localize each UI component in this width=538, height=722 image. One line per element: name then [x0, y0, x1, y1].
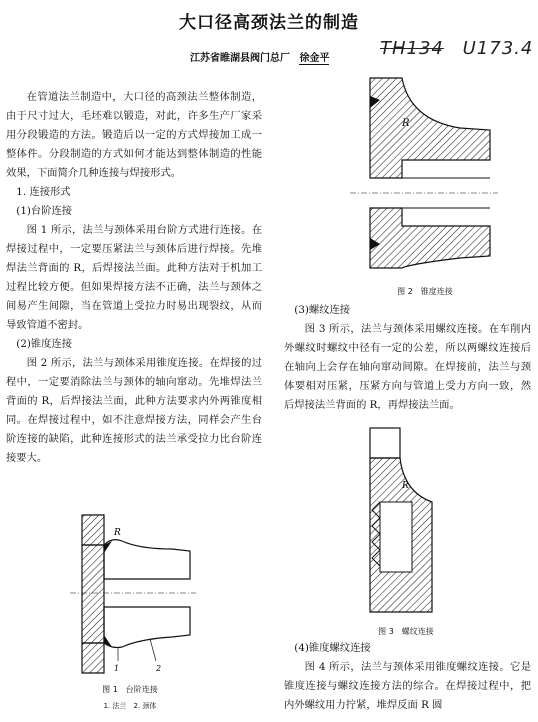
fig1-part-1-label: 1: [114, 664, 120, 673]
paragraph: 图 2 所示，法兰与颈体采用锥度连接。在焊接的过程中，一定要消除法兰与颈体的轴向窜动。先堆焊法兰背面的 R，后焊接法兰面，此种方法要求内外两锥度相同。在焊接过程中，如不注意焊接方法，同样会产生台阶连接的缺陷，此种连接形式的法兰承受拉力比台阶连接要大。: [6, 357, 262, 464]
fig2-r-label: R: [402, 118, 410, 129]
left-column: [6, 88, 262, 468]
right-column-lower: [284, 639, 531, 715]
figure-1-drawing: [60, 497, 200, 677]
fig1-part-2-label: 2: [156, 664, 162, 673]
author-name: 徐金平: [299, 53, 330, 64]
section-heading: (3)螺纹连接: [294, 304, 351, 316]
section-heading: (4)锥度螺纹连接: [294, 642, 371, 654]
figure-1-caption: 图 1 台阶连接: [102, 685, 158, 694]
section-heading: (1)台阶连接: [16, 205, 73, 217]
handwritten-code: U173.4: [462, 38, 534, 59]
figure-3-drawing: [362, 422, 442, 622]
right-column-upper: [284, 301, 531, 415]
handwritten-note: [380, 38, 533, 59]
author-line: [190, 49, 329, 64]
figure-2-drawing: [350, 68, 500, 278]
figure-2-caption: 图 2 锥度连接: [397, 287, 453, 296]
paragraph: 图 4 所示，法兰与颈体采用锥度螺纹连接。它是锥度连接与螺纹连接方法的综合。在焊接过程中，把内外螺纹用力拧紧，堆焊反面 R 圆: [284, 661, 531, 711]
figure-3-caption: 图 3 螺纹连接: [378, 627, 434, 636]
fig3-r-label: R: [402, 481, 409, 491]
paragraph: 图 3 所示，法兰与颈体采用螺纹连接。在车削内外螺纹时螺纹中径有一定的公差，所以两螺纹连接后在轴向上会存在轴向窜动间隙。在焊接前，法兰与颈体要相对压紧，压紧方向与管道上受力方向一致，然后焊接法兰背面的 R，再焊接法兰面。: [284, 323, 531, 411]
author-affiliation: 江苏省睢湖县阀门总厂: [190, 53, 290, 64]
section-heading: 1. 连接形式: [16, 186, 71, 198]
figure-1-legend: 1. 法兰 2. 颈体: [103, 702, 157, 710]
paragraph: 在管道法兰制造中，大口径的高颈法兰整体制造，由于尺寸过大，毛坯难以锻造，对此，许多生产厂家采用分段锻造的方法。锻造后以一定的方式焊接加工成一整体件。分段制造的方式如何才能达到整体制造的性能效果，下面简介几种连接与焊接形式。: [6, 91, 262, 179]
handwritten-struck: TH134: [380, 38, 444, 59]
page-title: 大口径高颈法兰的制造: [179, 13, 359, 33]
paragraph: 图 1 所示，法兰与颈体采用台阶方式进行连接。在焊接过程中，一定要压紧法兰与颈体后进行焊接。先堆焊法兰背面的 R，后焊接法兰面。此种方法对于机加工过程比较方便。但如果焊接方法不正确，法兰与颈体之间易产生间隙，当在管道上受拉力时易出现裂纹，从而导致管道不密封。: [6, 224, 262, 331]
section-heading: (2)锥度连接: [16, 338, 73, 350]
fig1-r-label: R: [114, 528, 121, 538]
